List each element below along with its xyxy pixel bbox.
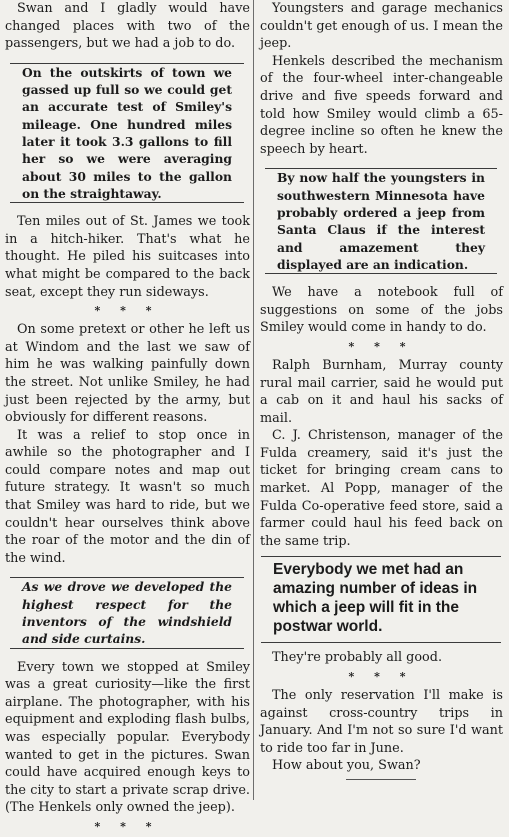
paragraph: C. J. Christenson, manager of the Fulda creamery, said it's just the ticket for bringing cream cans to market. Al Popp, manager of the Fulda Co-operative feed store, said a farmer could haul his feed back on the same trip. xyxy=(260,428,503,549)
paragraph: The only reservation I'll make is against cross-country trips in January. And I'm not so sure I'd want to ride too far in June. xyxy=(260,688,503,756)
paragraph: How about you, Swan? xyxy=(272,758,421,774)
headline-text: Everybody we met had an amazing number of ideas in which a jeep will fit in the postwar world. xyxy=(273,561,478,636)
paragraph: Henkels described the mechanism of the four-wheel inter-changeable drive and five speeds forward and told how Smiley would climb a 65-degree incline so often he knew the speech by heart. xyxy=(260,53,503,157)
section-break: * * * xyxy=(348,339,414,353)
paragraph: Youngsters and garage mechanics couldn't get enough of us. I mean the jeep. xyxy=(260,1,503,52)
highlight-box xyxy=(10,63,244,203)
highlight-text: By now half the youngsters in southwestern Minnesota have probably ordered a jeep from Santa Claus if the interest and amazement they displayed are an indication. xyxy=(277,170,485,272)
paragraph: It was a relief to stop once in awhile so the photographer and I could compare notes and map out future strategy. It wasn't so much that Smiley was hard to ride, but we couldn't hear ourselves think above the roar of the motor and the din of the wind. xyxy=(5,427,250,566)
column-divider xyxy=(253,0,254,800)
paragraph: Ten miles out of St. James we took in a hitch-hiker. That's what he thought. He piled his suitcases into what might be compared to the back seat, except they run sideways. xyxy=(5,214,250,300)
paragraph: They're probably all good. xyxy=(272,650,443,666)
paragraph: We have a notebook full of suggestions on some of the jobs Smiley would come in handy to do. xyxy=(260,285,503,336)
section-break: * * * xyxy=(94,819,160,833)
highlight-box xyxy=(10,577,244,648)
highlight-text: As we drove we developed the highest respect for the inventors of the windshield and side curtains. xyxy=(22,579,232,647)
paragraph: On some pretext or other he left us at Windom and the last we saw of him he was walking painfully down the street. Not unlike Smiley, he had just been rejected by the army, but obviously for different reasons. xyxy=(5,322,250,426)
highlight-box xyxy=(265,168,497,274)
left-column xyxy=(2,0,252,833)
right-column xyxy=(257,0,505,800)
highlight-text: On the outskirts of town we gassed up full so we could get an accurate test of Smiley's mileage. One hundred miles later it took 3.3 gallons to fill her so we were averaging about 30 miles to the gallon on the straightaway. xyxy=(22,64,232,201)
headline-box xyxy=(261,556,501,643)
paragraph: Ralph Burnham, Murray county rural mail carrier, said he would put a cab on it and haul his sacks of mail. xyxy=(260,357,503,426)
section-break: * * * xyxy=(94,304,160,318)
section-break: * * * xyxy=(348,670,414,684)
paragraph: Every town we stopped at Smiley was a great curiosity—like the first airplane. The photographer, with his equipment and exploding flash bulbs, was especially popular. Everybody wanted to get in the pictures. Swan could have acquired enough keys to the city to start a private scrap drive. (The Henkels only owned the jeep). xyxy=(5,659,250,816)
end-rule xyxy=(346,779,416,780)
paragraph: Swan and I gladly would have changed places with two of the passengers, but we had a job to do. xyxy=(5,1,250,52)
